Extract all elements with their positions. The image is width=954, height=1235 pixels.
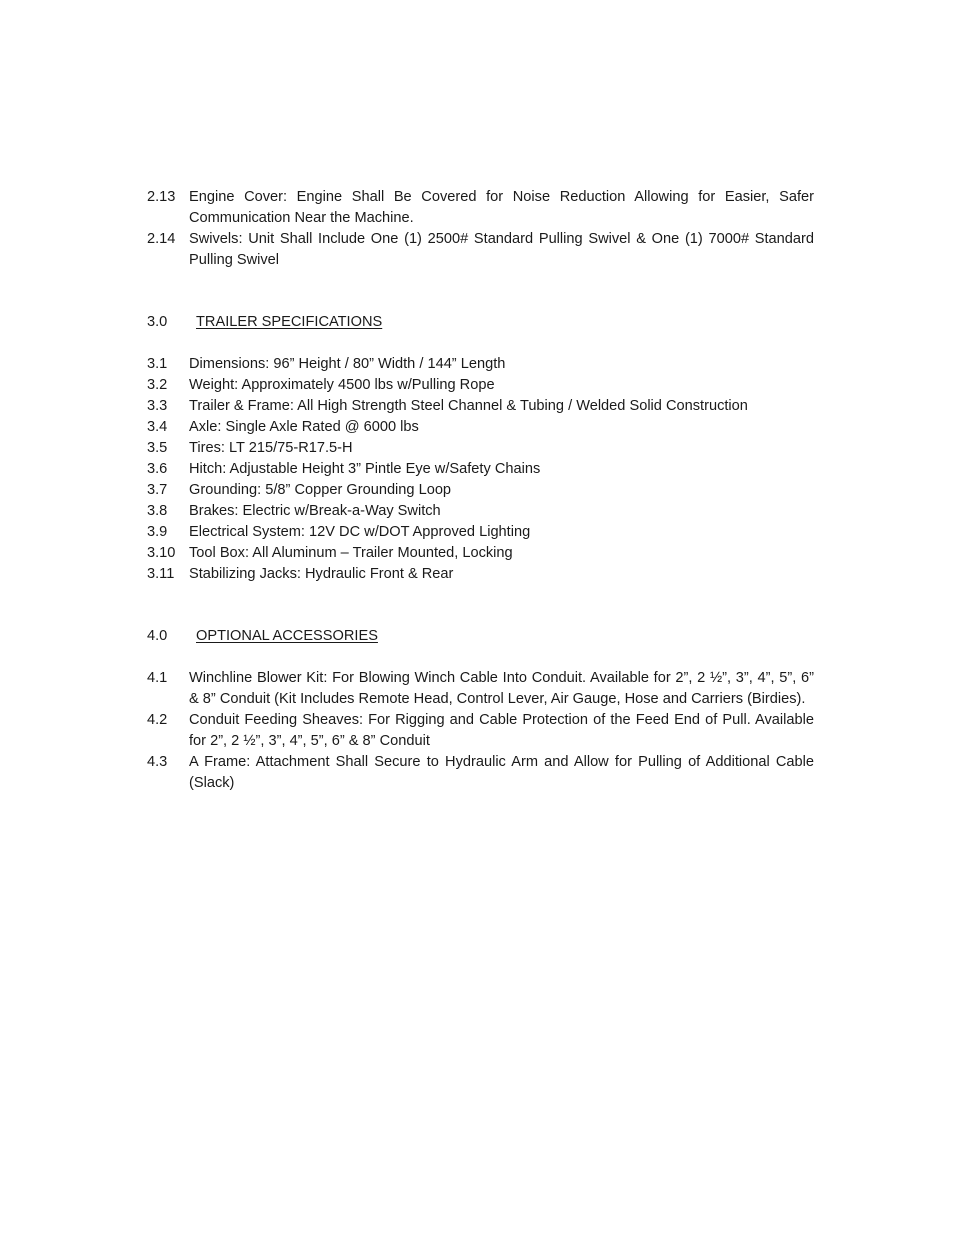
- list-item: [147, 396, 814, 417]
- item-text: Axle: Single Axle Rated @ 6000 lbs: [189, 419, 419, 435]
- spacer: [147, 585, 814, 626]
- item-text: Stabilizing Jacks: Hydraulic Front & Rear: [189, 566, 454, 582]
- list-item: [147, 354, 814, 375]
- item-number: 3.10: [147, 545, 176, 561]
- item-number: 4.2: [147, 712, 168, 728]
- item-text: Brakes: Electric w/Break-a-Way Switch: [189, 503, 441, 519]
- item-number: 3.6: [147, 461, 168, 477]
- spacer: [147, 647, 814, 668]
- item-number: 2.13: [147, 189, 176, 205]
- list-item: [147, 710, 814, 752]
- item-text: Electrical System: 12V DC w/DOT Approved Lighting: [189, 524, 531, 540]
- section-heading-accessories: [147, 626, 814, 647]
- item-number: 3.5: [147, 440, 168, 456]
- spacer: [147, 333, 814, 354]
- item-number: 4.1: [147, 670, 168, 686]
- item-text: Grounding: 5/8” Copper Grounding Loop: [189, 482, 452, 498]
- item-number: 3.1: [147, 356, 168, 372]
- list-item: [147, 668, 814, 710]
- item-text: Conduit Feeding Sheaves: For Rigging and Cable Protection of the Feed End of Pull. Available for 2”, 2 ½”, 3”, 4”, 5”, 6” & 8” Conduit: [189, 712, 814, 749]
- list-item: [147, 459, 814, 480]
- item-number: 3.2: [147, 377, 168, 393]
- item-number: 3.9: [147, 524, 168, 540]
- item-text: A Frame: Attachment Shall Secure to Hydraulic Arm and Allow for Pulling of Additional Cable (Slack): [189, 754, 814, 791]
- item-text: Tires: LT 215/75-R17.5-H: [189, 440, 353, 456]
- list-item: [147, 187, 814, 229]
- item-number: 3.11: [147, 566, 175, 582]
- item-text: Weight: Approximately 4500 lbs w/Pulling Rope: [189, 377, 495, 393]
- list-item: [147, 438, 814, 459]
- list-item: [147, 564, 814, 585]
- section-heading-trailer: [147, 312, 814, 333]
- item-number: 3.3: [147, 398, 168, 414]
- item-text: Trailer & Frame: All High Strength Steel Channel & Tubing / Welded Solid Construction: [189, 398, 748, 414]
- item-text: Dimensions: 96” Height / 80” Width / 144” Length: [189, 356, 506, 372]
- section-title: OPTIONAL ACCESSORIES: [196, 628, 378, 644]
- item-number: 4.3: [147, 754, 168, 770]
- section-number: 3.0: [147, 314, 168, 330]
- section-title: TRAILER SPECIFICATIONS: [196, 314, 383, 330]
- list-item: [147, 417, 814, 438]
- list-item: [147, 522, 814, 543]
- item-number: 2.14: [147, 231, 176, 247]
- item-text: Hitch: Adjustable Height 3” Pintle Eye w/Safety Chains: [189, 461, 541, 477]
- item-number: 3.4: [147, 419, 168, 435]
- spacer: [147, 271, 814, 312]
- list-item: [147, 480, 814, 501]
- item-number: 3.8: [147, 503, 168, 519]
- item-text: Swivels: Unit Shall Include One (1) 2500# Standard Pulling Swivel & One (1) 7000# Standard Pulling Swivel: [189, 231, 814, 268]
- document-page: [147, 187, 814, 794]
- list-item: [147, 375, 814, 396]
- item-text: Winchline Blower Kit: For Blowing Winch Cable Into Conduit. Available for 2”, 2 ½”, 3”, 4”, 5”, 6” & 8” Conduit (Kit Includes Remote Head, Control Lever, Air Gauge, Hose and Carriers (Birdies).: [189, 670, 814, 707]
- list-item: [147, 752, 814, 794]
- list-item: [147, 229, 814, 271]
- item-text: Engine Cover: Engine Shall Be Covered for Noise Reduction Allowing for Easier, Safer Communication Near the Machine.: [189, 189, 814, 226]
- item-text: Tool Box: All Aluminum – Trailer Mounted, Locking: [189, 545, 513, 561]
- list-item: [147, 501, 814, 522]
- item-number: 3.7: [147, 482, 168, 498]
- list-item: [147, 543, 814, 564]
- section-number: 4.0: [147, 628, 168, 644]
